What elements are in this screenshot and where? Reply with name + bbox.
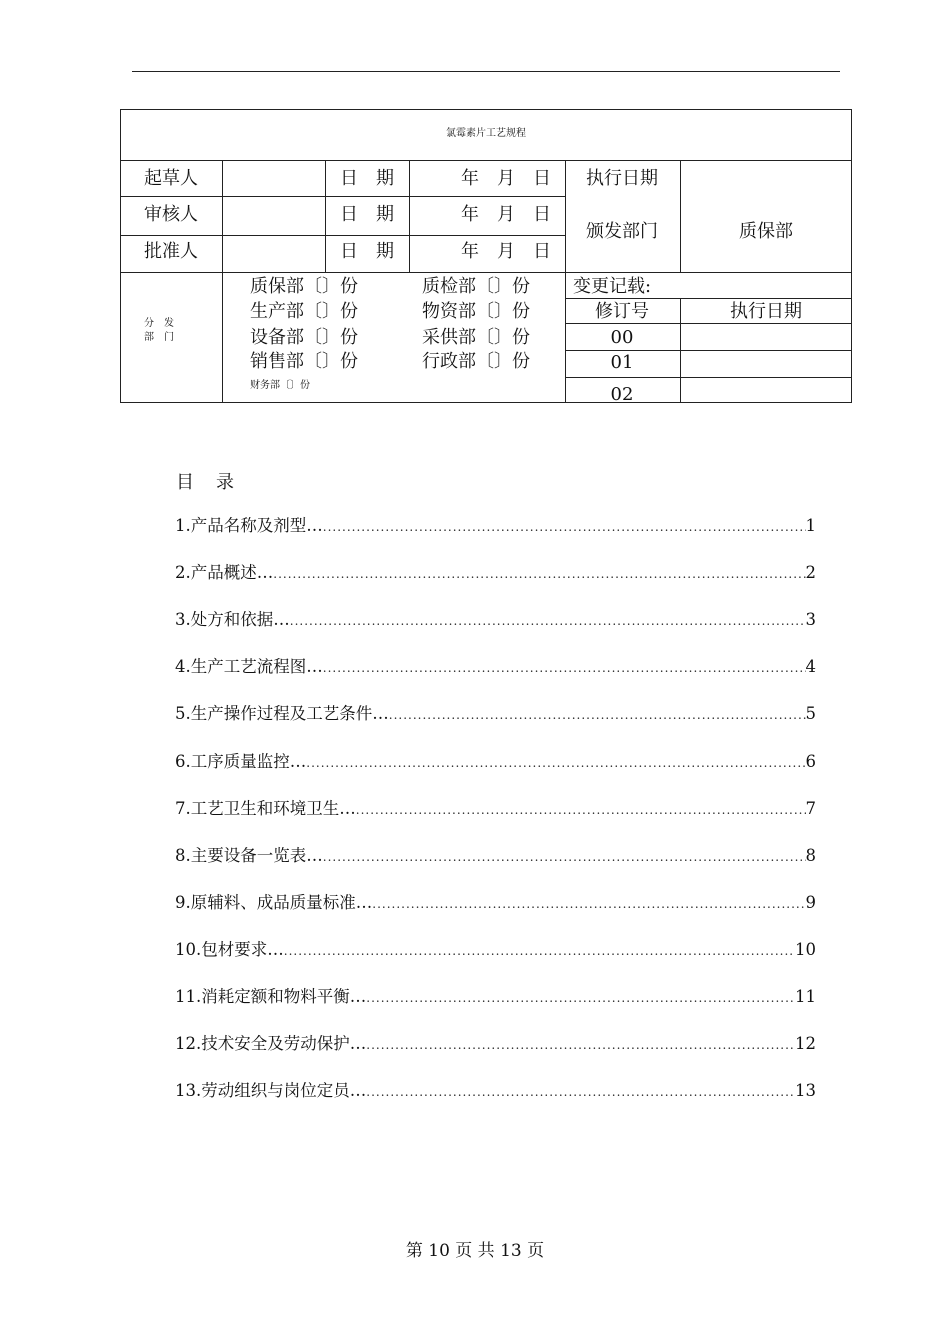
dept-copy-item: 采供部〔〕份 xyxy=(422,327,530,348)
dept-copy-item: 质检部〔〕份 xyxy=(422,276,530,297)
toc-item-page: 8 xyxy=(805,846,816,865)
toc-item-label: 11.消耗定额和物料平衡… xyxy=(175,987,367,1006)
approver-label: 批准人 xyxy=(144,241,198,262)
revision-header: 修订号 xyxy=(595,301,649,322)
toc-item-page: 13 xyxy=(795,1081,816,1100)
top-rule xyxy=(132,71,840,72)
toc-item-page: 3 xyxy=(805,610,816,629)
toc-item-page: 10 xyxy=(795,940,816,959)
toc-item-label: 3.处方和依据… xyxy=(175,610,290,629)
toc-item-page: 7 xyxy=(805,799,816,818)
change-record-label: 变更记载: xyxy=(573,276,652,297)
issue-dept-label: 颁发部门 xyxy=(586,221,658,242)
revision-number: 02 xyxy=(610,384,634,405)
toc-item-label: 9.原辅料、成品质量标准… xyxy=(175,893,373,912)
toc-item-label: 12.技术安全及劳动保护… xyxy=(175,1034,367,1053)
toc-item-label: 8.主要设备一览表… xyxy=(175,846,323,865)
toc-item-label: 4.生产工艺流程图… xyxy=(175,657,323,676)
distribution-label: 部 门 xyxy=(144,332,174,343)
toc-leader xyxy=(356,800,806,820)
toc-leader xyxy=(323,658,806,678)
dept-copy-item: 质保部〔〕份 xyxy=(250,276,358,297)
toc-item[interactable] xyxy=(175,799,816,820)
toc-item[interactable] xyxy=(175,704,816,725)
dept-copy-item: 物资部〔〕份 xyxy=(422,301,530,322)
toc-item-label: 2.产品概述… xyxy=(175,563,274,582)
toc-item-page: 5 xyxy=(805,704,816,723)
toc-item-label: 5.生产操作过程及工艺条件… xyxy=(175,704,389,723)
toc-item[interactable] xyxy=(175,940,816,961)
page-footer: 第 10 页 共 13 页 xyxy=(405,1241,545,1261)
date-label: 日 期 xyxy=(340,168,394,189)
toc-item-page: 2 xyxy=(805,563,816,582)
toc-item[interactable] xyxy=(175,893,816,914)
toc-title: 目录 xyxy=(176,472,256,493)
exec-date-label: 执行日期 xyxy=(586,168,658,189)
issue-dept-value: 质保部 xyxy=(739,221,793,242)
toc-leader xyxy=(389,705,806,725)
toc-item[interactable] xyxy=(175,1034,816,1055)
reviewer-label: 审核人 xyxy=(144,204,198,225)
toc-leader xyxy=(366,988,795,1008)
date-label: 日 期 xyxy=(340,204,394,225)
toc-item-page: 11 xyxy=(795,987,816,1006)
toc-item-page: 12 xyxy=(795,1034,816,1053)
revision-date-header: 执行日期 xyxy=(730,301,802,322)
toc-item-page: 9 xyxy=(805,893,816,912)
toc-item-label: 7.工艺卫生和环境卫生… xyxy=(175,799,356,818)
header-table xyxy=(120,109,852,403)
revision-number: 01 xyxy=(610,352,634,373)
date-value: 年 月 日 xyxy=(461,168,551,189)
date-value: 年 月 日 xyxy=(461,204,551,225)
toc-leader xyxy=(290,611,806,631)
toc-item[interactable] xyxy=(175,610,816,631)
toc-item[interactable] xyxy=(175,516,816,537)
toc-item-page: 4 xyxy=(805,657,816,676)
toc-item-label: 1.产品名称及剂型… xyxy=(175,516,323,535)
toc-item-page: 1 xyxy=(805,516,816,535)
toc-item[interactable] xyxy=(175,1081,816,1102)
toc-leader xyxy=(284,941,795,961)
dept-copy-item: 设备部〔〕份 xyxy=(250,327,358,348)
toc-leader xyxy=(306,753,805,773)
dept-copy-item: 行政部〔〕份 xyxy=(422,351,530,372)
toc-leader xyxy=(323,847,806,867)
document-title: 氯霉素片工艺规程 xyxy=(446,128,526,139)
toc-item-label: 6.工序质量监控… xyxy=(175,752,307,771)
toc-item-page: 6 xyxy=(805,752,816,771)
date-value: 年 月 日 xyxy=(461,241,551,262)
toc-leader xyxy=(323,517,806,537)
toc-leader xyxy=(366,1035,795,1055)
toc-leader xyxy=(372,894,805,914)
dept-copy-item: 财务部〔〕份 xyxy=(250,380,310,391)
toc-item[interactable] xyxy=(175,752,816,773)
toc-item[interactable] xyxy=(175,846,816,867)
toc-leader xyxy=(366,1082,795,1102)
toc-item[interactable] xyxy=(175,563,816,584)
toc-leader xyxy=(273,564,805,584)
dept-copy-item: 生产部〔〕份 xyxy=(250,301,358,322)
revision-number: 00 xyxy=(610,327,634,348)
drafter-label: 起草人 xyxy=(144,168,198,189)
distribution-label: 分 发 xyxy=(144,318,174,329)
toc-item[interactable] xyxy=(175,987,816,1008)
toc-item-label: 13.劳动组织与岗位定员… xyxy=(175,1081,367,1100)
toc-item-label: 10.包材要求… xyxy=(175,940,284,959)
toc-item[interactable] xyxy=(175,657,816,678)
dept-copy-item: 销售部〔〕份 xyxy=(250,351,358,372)
date-label: 日 期 xyxy=(340,241,394,262)
